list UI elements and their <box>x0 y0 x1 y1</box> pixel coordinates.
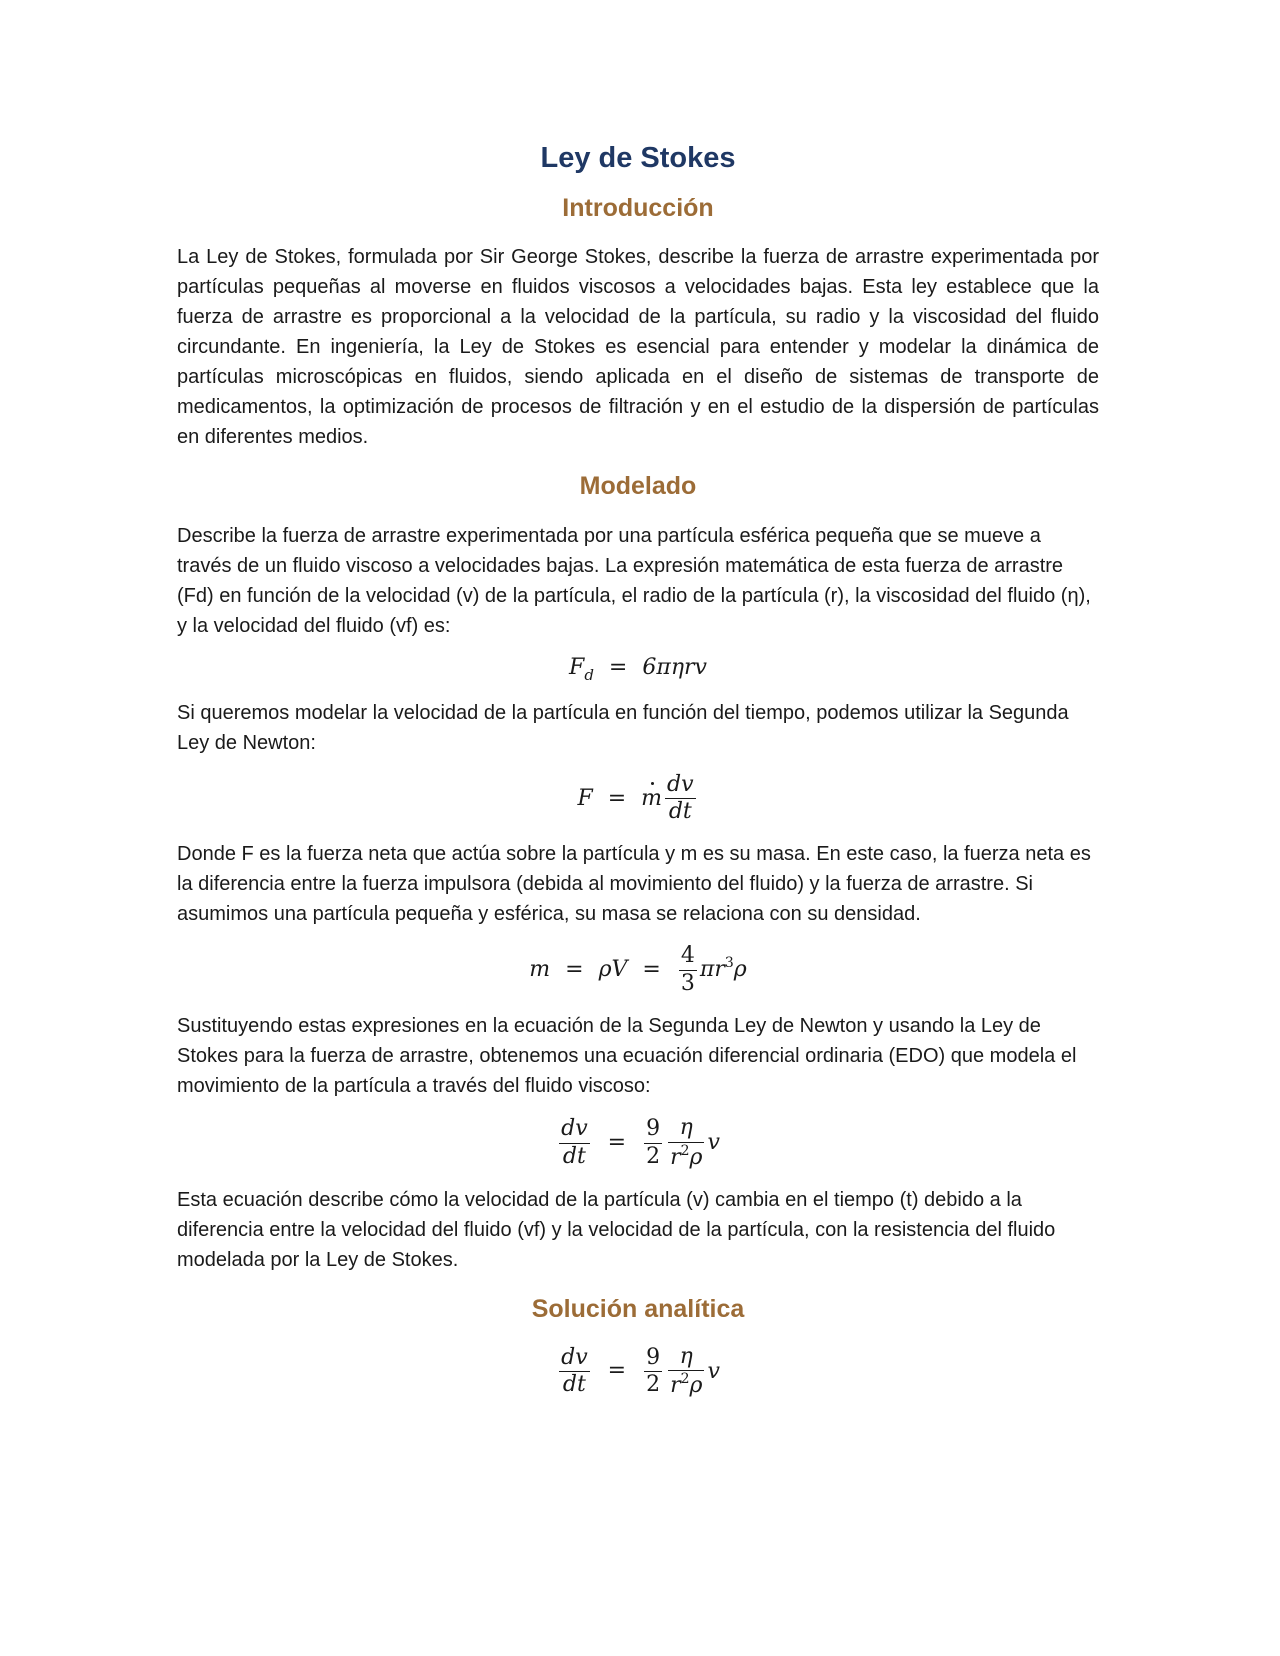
section-heading-solucion: Solución analítica <box>531 1295 745 1324</box>
eq4-numerator-2: 9 <box>644 1116 662 1143</box>
eq5-numerator-3: η <box>668 1344 704 1371</box>
eq2-lhs: F <box>577 785 593 811</box>
eq2-denominator: dt <box>668 799 692 825</box>
eq4-denominator-1: dt <box>562 1143 586 1169</box>
eq4-den-r: r <box>670 1144 681 1170</box>
eq4-tail: v <box>707 1130 720 1156</box>
modelado-paragraph-2: Si queremos modelar la velocidad de la partícula en función del tiempo, podemos utilizar la Segunda Ley de Newton: <box>177 701 1069 754</box>
equation-edo <box>177 1115 1099 1171</box>
eq5-denominator-2: 2 <box>646 1371 661 1397</box>
modelado-paragraph-4: Sustituyendo estas expresiones en la ecuación de la Segunda Ley de Newton y usando la Ley de Stokes para la fuerza de arrastre, obtenemos una ecuación diferencial ordinaria (EDO) que modela el movimiento de la partícula a través del fluido viscoso: <box>177 1015 1077 1098</box>
section-solucion <box>177 1293 1099 1399</box>
eq5-fraction-eta <box>668 1344 704 1400</box>
modelado-paragraph-1: Describe la fuerza de arrastre experimentada por una partícula esférica pequeña que se mueve a través de un fluido viscoso a velocidades bajas. La expresión matemática de esta fuerza de arrastre (Fd) en función de la velocidad (v) de la partícula, el radio de la partícula (r), la viscosidad del fluido (η), y la velocidad del fluido (vf) es: <box>177 524 1091 637</box>
equation-mass-density <box>177 943 1099 997</box>
eq5-den-exponent: 2 <box>680 1370 690 1387</box>
eq5-numerator-1: dv <box>559 1345 590 1372</box>
eq3-denominator: 3 <box>680 970 695 996</box>
eq5-fraction-dv-dt <box>559 1345 590 1399</box>
eq1-rhs: 6πηrv <box>642 654 707 680</box>
eq3-exponent: 3 <box>724 955 734 972</box>
eq2-mass: m <box>641 785 663 811</box>
eq4-den-exponent: 2 <box>680 1142 690 1159</box>
eq3-lhs: m <box>529 957 551 983</box>
eq5-denominator-1: dt <box>562 1371 586 1397</box>
eq5-den-rho: ρ <box>689 1372 703 1398</box>
equation-stokes-drag <box>177 655 1099 684</box>
eq4-fraction-9-2 <box>644 1116 662 1170</box>
eq3-equals-1: = <box>565 957 584 983</box>
eq3-mid: ρV <box>598 957 628 983</box>
eq5-den-r: r <box>670 1372 681 1398</box>
eq5-tail: v <box>707 1358 720 1384</box>
eq5-equals: = <box>607 1358 627 1384</box>
document-body <box>177 140 1099 1413</box>
section-introduccion <box>177 192 1099 453</box>
eq4-denominator-3 <box>668 1143 704 1171</box>
eq2-fraction <box>665 772 696 826</box>
eq4-den-rho: ρ <box>689 1144 703 1170</box>
section-heading-introduccion: Introducción <box>562 193 714 222</box>
eq4-numerator-1: dv <box>559 1116 590 1143</box>
eq4-numerator-3: η <box>668 1115 704 1142</box>
eq3-pi-r: πr <box>699 957 725 983</box>
page-title: Ley de Stokes <box>540 142 736 174</box>
eq1-equals: = <box>608 654 628 680</box>
modelado-paragraph-5: Esta ecuación describe cómo la velocidad de la partícula (v) cambia en el tiempo (t) debido a la diferencia entre la velocidad del fluido (vf) y la velocidad de la partícula, con la resistencia del fluido modelada por la Ley de Stokes. <box>177 1189 1056 1272</box>
eq4-fraction-dv-dt <box>559 1116 590 1170</box>
eq2-equals: = <box>607 785 627 811</box>
eq5-denominator-3 <box>668 1371 704 1399</box>
eq5-fraction-9-2 <box>644 1345 662 1399</box>
eq3-fraction <box>679 943 697 997</box>
section-modelado <box>177 470 1099 1275</box>
eq3-numerator: 4 <box>679 943 697 970</box>
eq4-equals: = <box>607 1130 627 1156</box>
eq5-numerator-2: 9 <box>644 1345 662 1372</box>
eq4-fraction-eta <box>668 1115 704 1171</box>
eq4-denominator-2: 2 <box>646 1143 661 1169</box>
eq1-lhs: F <box>569 654 585 680</box>
eq3-rho: ρ <box>733 957 747 983</box>
section-heading-modelado: Modelado <box>579 472 697 501</box>
equation-newton-second-law <box>177 772 1099 826</box>
equation-solution-edo <box>177 1344 1099 1400</box>
intro-paragraph: La Ley de Stokes, formulada por Sir George Stokes, describe la fuerza de arrastre experimentada por partículas pequeñas al moverse en fluidos viscosos a velocidades bajas. Esta ley establece que la fuerza de arrastre es proporcional a la velocidad de la partícula, su radio y la viscosidad del fluido circundante. En ingeniería, la Ley de Stokes es esencial para entender y modelar la dinámica de partículas microscópicas en fluidos, siendo aplicada en el diseño de sistemas de transporte de medicamentos, la optimización de procesos de filtración y en el estudio de la dispersión de partículas en diferentes medios. <box>177 246 1099 449</box>
eq3-equals-2: = <box>642 957 661 983</box>
modelado-paragraph-3: Donde F es la fuerza neta que actúa sobre la partícula y m es su masa. En este caso, la fuerza neta es la diferencia entre la fuerza impulsora (debida al movimiento del fluido) y la fuerza de arrastre. Si asumimos una partícula pequeña y esférica, su masa se relaciona con su densidad. <box>177 843 1091 926</box>
eq2-numerator: dv <box>665 772 696 799</box>
eq1-lhs-subscript: d <box>584 665 594 684</box>
